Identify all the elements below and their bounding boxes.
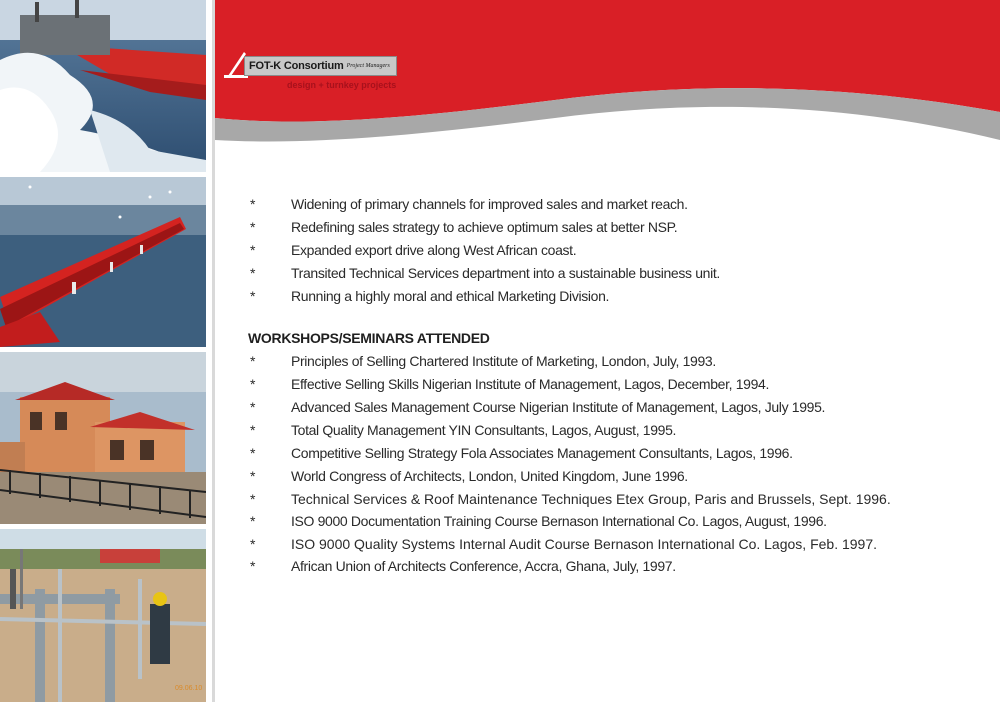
bullet-star-icon: *	[250, 242, 256, 258]
bullet-star-icon: *	[250, 445, 256, 461]
bullet-star-icon: *	[250, 468, 256, 484]
photo-pipe-plant	[0, 529, 206, 702]
logo-nameplate	[244, 56, 397, 76]
list-item: * Advanced Sales Management Course Nigerian Institute of Management, Lagos, July 1995.	[248, 396, 908, 419]
list-item: * African Union of Architects Conference, Accra, Ghana, July, 1997.	[248, 555, 908, 578]
main-content	[248, 193, 908, 578]
bullet-star-icon: *	[250, 265, 256, 281]
bullet-star-icon: *	[250, 219, 256, 235]
photo-column	[0, 0, 214, 702]
photo-red-boom-sea	[0, 177, 206, 347]
list-item: * Running a highly moral and ethical Marketing Division.	[248, 285, 908, 308]
list-item: * Competitive Selling Strategy Fola Associates Management Consultants, Lagos, 1996.	[248, 442, 908, 465]
list-item: * World Congress of Architects, London, United Kingdom, June 1996.	[248, 465, 908, 488]
list-item: * Transited Technical Services department into a sustainable business unit.	[248, 262, 908, 285]
bullet-star-icon: *	[250, 288, 256, 304]
bullet-star-icon: *	[250, 513, 256, 529]
bullet-star-icon: *	[250, 536, 256, 552]
logo-tagline: design + turnkey projects	[287, 80, 397, 90]
workshops-list	[248, 350, 908, 578]
bullet-star-icon: *	[250, 196, 256, 212]
list-item: * Technical Services & Roof Maintenance Techniques Etex Group, Paris and Brussels, Sept. 1996.	[248, 488, 908, 510]
photo-building	[0, 352, 206, 524]
list-item: * ISO 9000 Quality Systems Internal Audit Course Bernason International Co. Lagos, Feb. 1997.	[248, 533, 908, 555]
logo-company-name: FOT-K Consortium	[249, 60, 344, 72]
company-logo	[222, 50, 422, 95]
list-item: * ISO 9000 Documentation Training Course Bernason International Co. Lagos, August, 1996.	[248, 510, 908, 533]
list-item: * Effective Selling Skills Nigerian Institute of Management, Lagos, December, 1994.	[248, 373, 908, 396]
logo-subtitle: Project Managers	[346, 63, 390, 69]
list-item: * Principles of Selling Chartered Institute of Marketing, London, July, 1993.	[248, 350, 908, 373]
list-item: * Widening of primary channels for improved sales and market reach.	[248, 193, 908, 216]
bullet-star-icon: *	[250, 558, 256, 574]
achievements-list	[248, 193, 908, 308]
bullet-star-icon: *	[250, 353, 256, 369]
workshops-heading: WORKSHOPS/SEMINARS ATTENDED	[248, 330, 490, 346]
photo-boom-in-waves	[0, 0, 206, 172]
list-item: * Total Quality Management YIN Consultants, Lagos, August, 1995.	[248, 419, 908, 442]
bullet-star-icon: *	[250, 491, 256, 507]
bullet-star-icon: *	[250, 376, 256, 392]
bullet-star-icon: *	[250, 399, 256, 415]
list-item: * Expanded export drive along West African coast.	[248, 239, 908, 262]
bullet-star-icon: *	[250, 422, 256, 438]
list-item: * Redefining sales strategy to achieve optimum sales at better NSP.	[248, 216, 908, 239]
photo-date-stamp: 09.06.10	[175, 685, 203, 692]
